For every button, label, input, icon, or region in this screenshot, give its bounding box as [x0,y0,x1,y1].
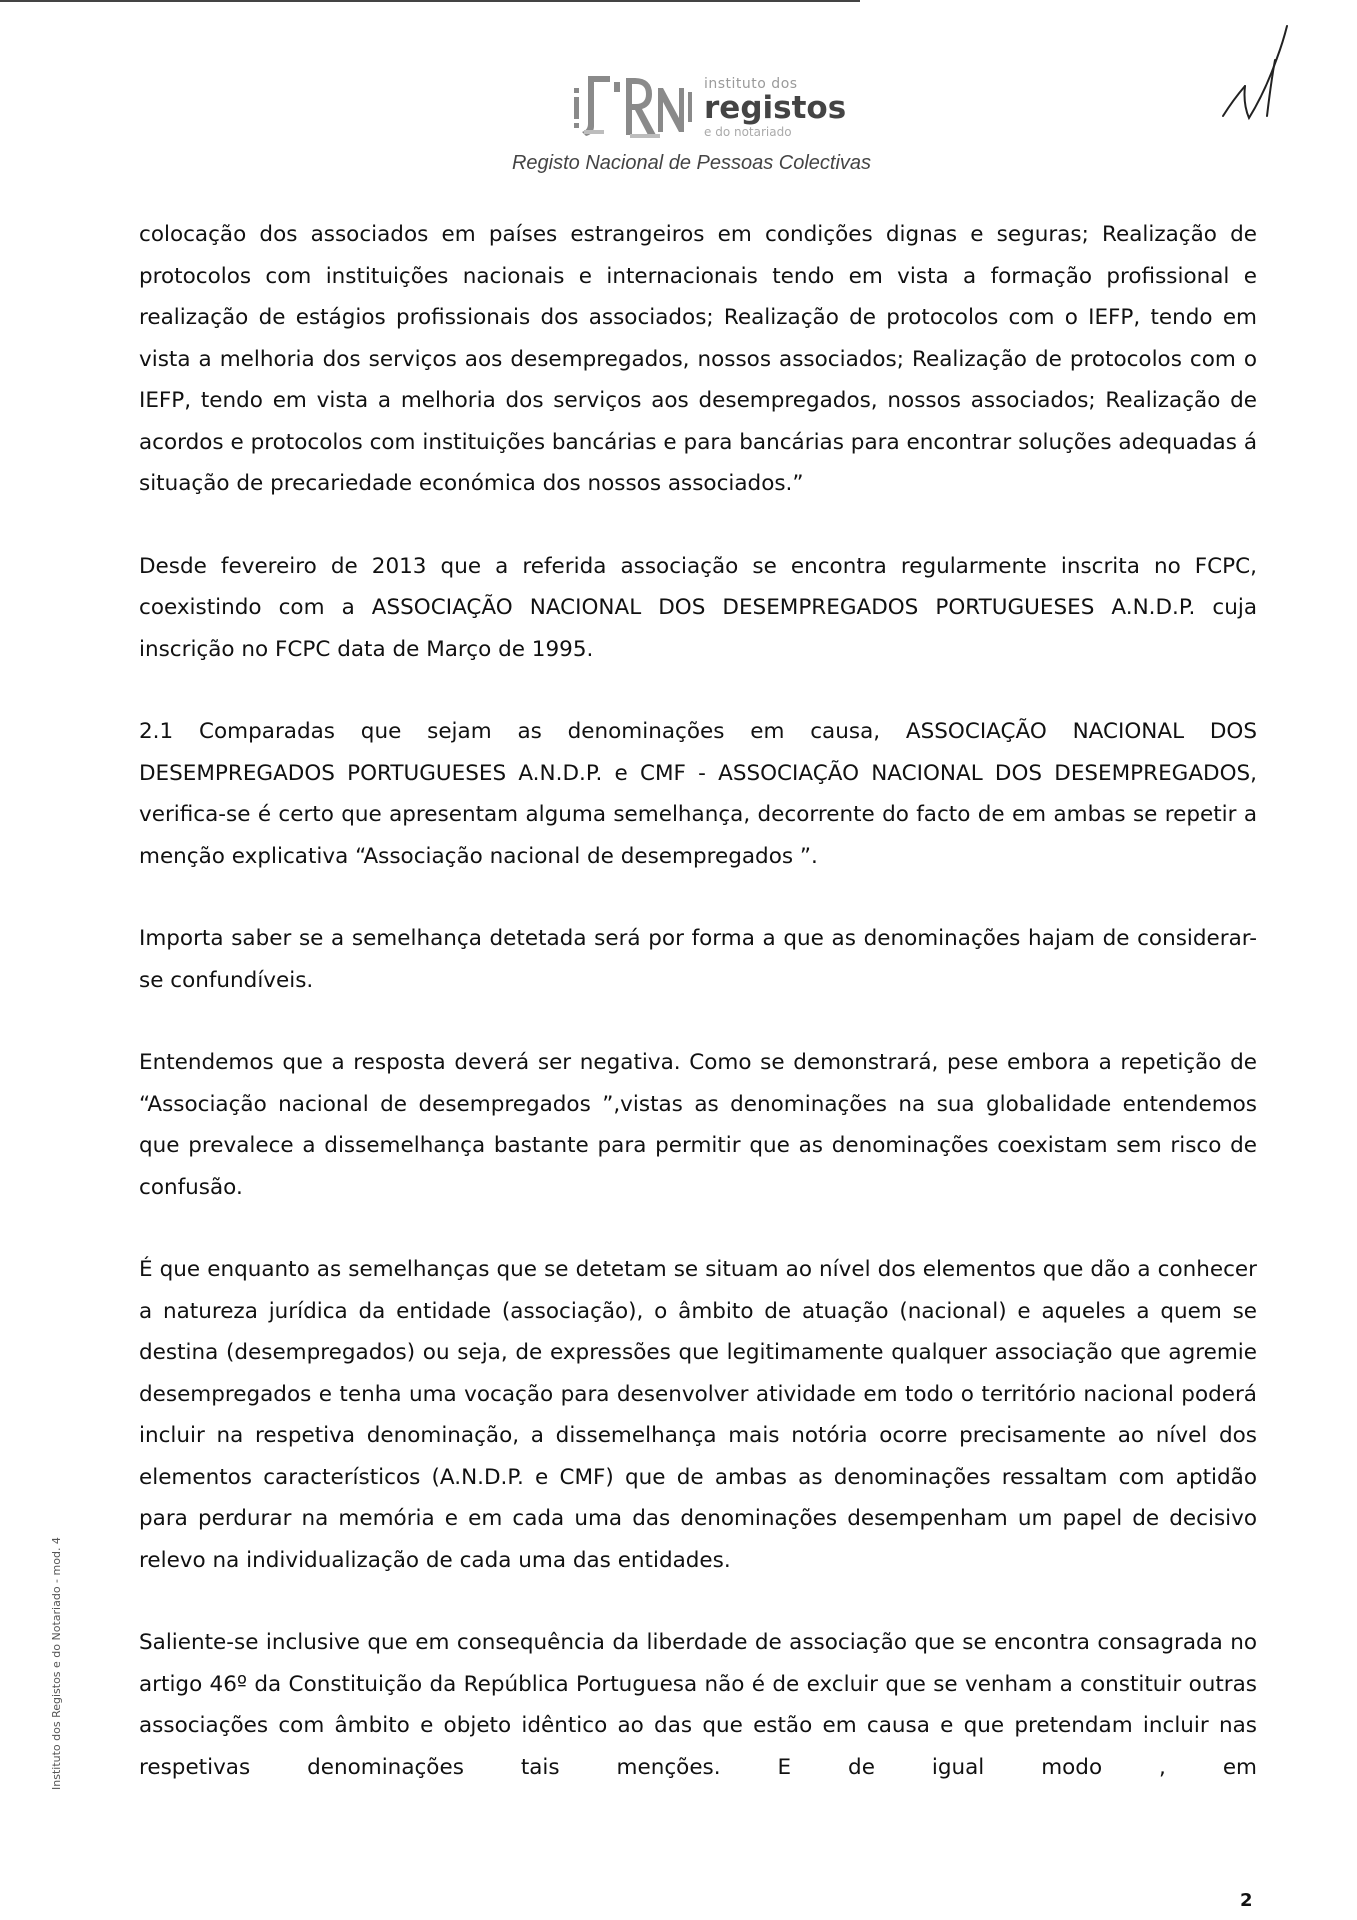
paragraph-3: 2.1 Comparadas que sejam as denominações em causa, ASSOCIAÇÃO NACIONAL DOS DESEMPREGADOS PORTUGUESES A.N.D.P. e CMF - ASSOCIAÇÃO NACIONAL DOS DESEMPREGADOS, verifica-se é certo que apresentam alguma semelhança, decorrente do facto de em ambas se repetir a menção explicativa “Associação nacional de desempregados ”. [139,719,1257,869]
irn-logo [570,68,860,146]
paragraph-1: colocação dos associados em países estrangeiros em condições dignas e seguras; Realização de protocolos com instituições nacionais e internacionais tendo em vista a formação profissional e realização de estágios profissionais dos associados; Realização de protocolos com o IEFP, tendo em vista a melhoria dos serviços aos desempregados, nossos associados; Realização de protocolos com o IEFP, tendo em vista a melhoria dos serviços aos desempregados, nossos associados; Realização de acordos e protocolos com instituições bancárias e para bancárias para encontrar soluções adequadas á situação de precariedade económica dos nossos associados.” [139,222,1257,496]
logo-wordmark [704,77,846,138]
logo-main-text: registos [704,89,847,126]
document-body [139,214,1257,1788]
top-border-rule [0,0,860,2]
paragraph-6: É que enquanto as semelhanças que se detetam se situam ao nível dos elementos que dão a conhecer a natureza jurídica da entidade (associação), o âmbito de atuação (nacional) e aqueles a quem se destina (desempregados) ou seja, de expressões que legitimamente qualquer associação que agremie desempregados e tenha uma vocação para desenvolver atividade em todo o território nacional poderá incluir na respetiva denominação, a dissemelhança mais notória ocorre precisamente ao nível dos elementos característicos (A.N.D.P. e CMF) que de ambas as denominações ressaltam com aptidão para perdurar na memória e em cada uma das denominações desempenham um papel de decisivo relevo na individualização de cada uma das entidades. [139,1257,1257,1573]
form-model-note: Instituto dos Registos e do Notariado - mod. 4 [50,1537,63,1790]
handwritten-signature-icon [1215,20,1295,130]
document-header [0,62,1357,182]
irn-logo-mark-icon [570,68,696,146]
logo-small-text: instituto dos [704,75,798,92]
logo-tiny-text: e do notariado [704,124,792,139]
page-number: 2 [1240,1890,1253,1911]
header-subtitle: Registo Nacional de Pessoas Colectivas [511,152,872,174]
paragraph-4: Importa saber se a semelhança detetada será por forma a que as denominações hajam de considerar-se confundíveis. [139,926,1257,993]
paragraph-2: Desde fevereiro de 2013 que a referida associação se encontra regularmente inscrita no FCPC, coexistindo com a ASSOCIAÇÃO NACIONAL DOS DESEMPREGADOS PORTUGUESES A.N.D.P. cuja inscrição no FCPC data de Março de 1995. [139,553,1257,662]
paragraph-5: Entendemos que a resposta deverá ser negativa. Como se demonstrará, pese embora a repetição de “Associação nacional de desempregados ”,vistas as denominações na sua globalidade entendemos que prevalece a dissemelhança bastante para permitir que as denominações coexistam sem risco de confusão. [139,1050,1257,1200]
paragraph-7: Saliente-se inclusive que em consequência da liberdade de associação que se encontra consagrada no artigo 46º da Constituição da República Portuguesa não é de excluir que se venham a constituir outras associações com âmbito e objeto idêntico ao das que estão em causa e que pretendam incluir nas respetivas denominações tais menções. E de igual modo , em [139,1630,1257,1780]
